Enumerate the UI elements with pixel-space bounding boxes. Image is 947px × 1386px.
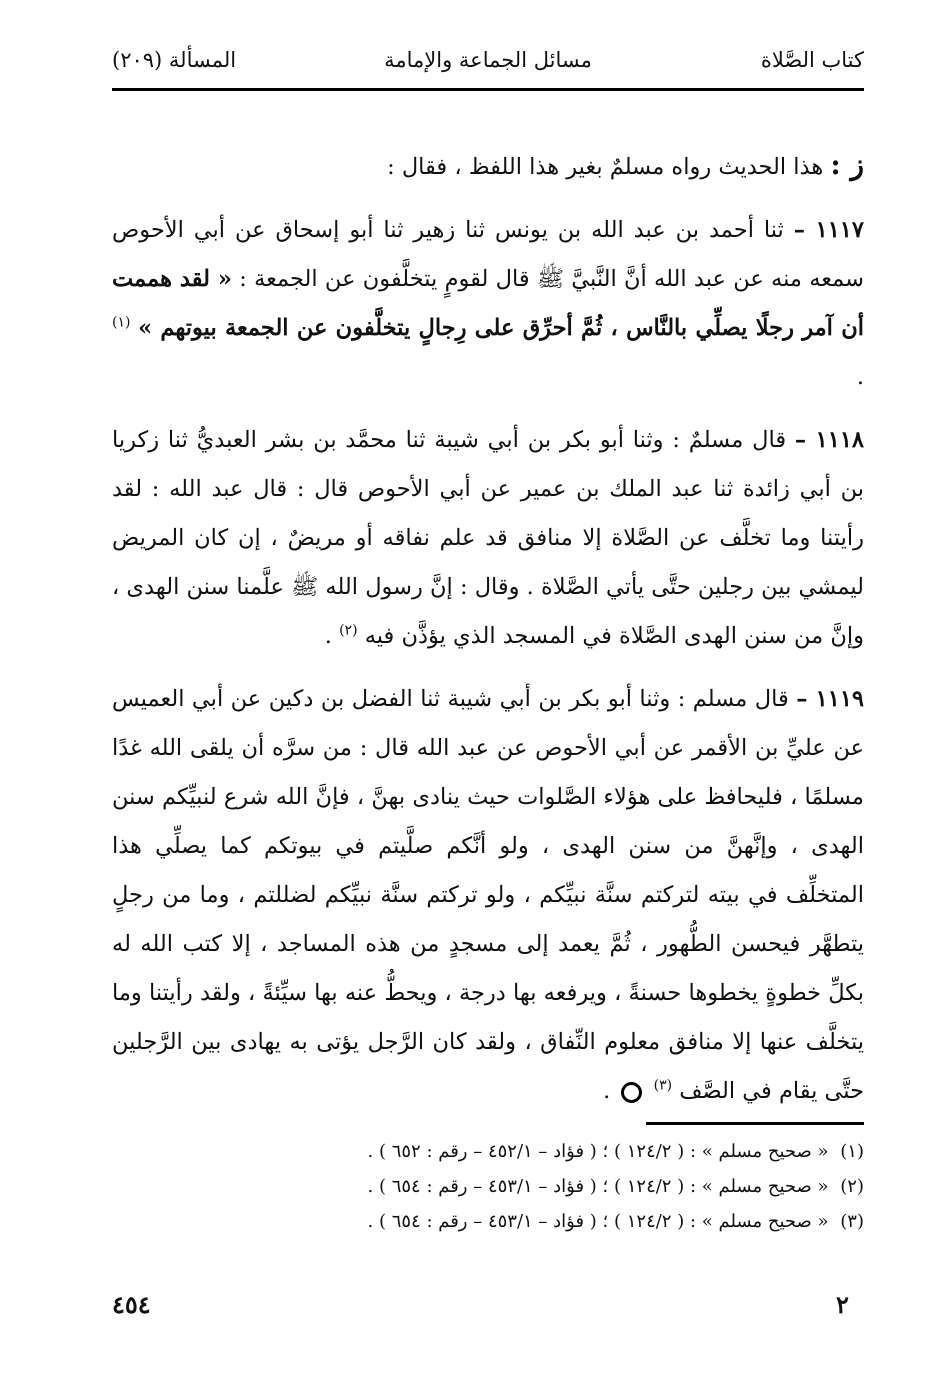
intro-text: هذا الحديث رواه مسلمٌ بغير هذا اللفظ ، فقال : (387, 154, 824, 180)
hadith-text: قال مسلم : وثنا أبو بكر بن أبي شيبة ثنا الفضل بن دكين عن أبي العميس عن عليِّ بن الأقمر عن أبي الأحوص عن عبد الله قال : من سرَّه أن يلقى الله غدًا مسلمًا ، فليحافظ على هؤلاء الصَّلوات حيث ينادى بهنَّ ، فإنَّ الله شرع لنبيِّكم سنن الهدى ، وإنَّهنَّ من سنن الهدى ، ولو أنَّكم صلَّيتم في بيوتكم كما يصلِّي هذا المتخلِّف في بيته لتركتم سنَّة نبيِّكم ، ولو تركتم سنَّة نبيِّكم لضللتم ، وما من رجلٍ يتطهَّر فيحسن الطُّهور ، ثُمَّ يعمد إلى مسجدٍ من هذه المساجد ، إلا كتب الله له بكلِّ خطوةٍ يخطوها حسنةً ، ويرفعه بها درجة ، ويحطُّ عنه بها سيِّئةً ، ولقد رأيتنا وما يتخلَّف عنها إلا منافق معلوم النِّفاق ، ولقد كان الرَّجل يؤتى به يهادى بين الرَّجلين حتَّى يقام في الصَّف (112, 686, 864, 1104)
circle-end-icon (621, 1082, 642, 1103)
hadith-number: ١١١٧ – (793, 217, 864, 243)
footnote-ref: (١) (112, 314, 131, 331)
zawaid-mark: ز : (830, 148, 864, 181)
hadith-1118 (112, 416, 864, 661)
footnote-item (112, 1134, 864, 1169)
hadith-number: ١١١٩ – (796, 686, 864, 712)
footnote-number: (١) (840, 1141, 864, 1162)
footnote-ref: (٢) (339, 622, 358, 639)
footnote-text: « صحيح مسلم » : ( ١٢٤/٢ ) ؛ ( فؤاد – ٤٥٢/١ – رقم : ٦٥٢ ) . (367, 1141, 829, 1162)
footnotes (112, 1134, 864, 1239)
main-text (112, 140, 864, 1116)
footnote-item (112, 1204, 864, 1239)
footnote-text: « صحيح مسلم » : ( ١٢٤/٢ ) ؛ ( فؤاد – ٤٥٣/١ – رقم : ٦٥٤ ) . (367, 1211, 829, 1232)
footnote-number: (٣) (840, 1211, 864, 1232)
footnote-item (112, 1169, 864, 1204)
volume-number: ٢ (836, 1290, 849, 1319)
hadith-1117 (112, 206, 864, 402)
page-number: ٤٥٤ (112, 1290, 151, 1319)
hadith-number: ١١١٨ – (794, 427, 864, 453)
hadith-text: قال مسلمٌ : وثنا أبو بكر بن أبي شيبة ثنا محمَّد بن بشر العبديُّ ثنا زكريا بن أبي زائدة ثنا عبد الملك بن عمير عن أبي الأحوص قال : قال عبد الله : لقد رأيتنا وما تخلَّف عن الصَّلاة إلا منافق قد علم نفاقه أو مريضٌ ، إن كان المريض ليمشي بين رجلين حتَّى يأتي الصَّلاة . وقال : إنَّ رسول الله ﷺ علَّمنا سنن الهدى ، وإنَّ من سنن الهدى الصَّلاة في المسجد الذي يؤذَّن فيه (112, 427, 864, 649)
period: . (603, 1078, 611, 1104)
period: . (856, 364, 864, 390)
footnote-rule (646, 1122, 864, 1125)
header-chapter-title: مسائل الجماعة والإمامة (384, 48, 592, 72)
header-rule (112, 88, 864, 91)
header-issue-number: المسألة (٢٠٩) (112, 48, 237, 72)
intro-paragraph (112, 140, 864, 192)
running-header (112, 34, 864, 86)
period: . (324, 623, 332, 649)
footnote-number: (٢) (840, 1176, 864, 1197)
footnote-ref: (٣) (653, 1077, 673, 1094)
hadith-text: ثنا أحمد بن عبد الله بن يونس ثنا زهير ثنا أبو إسحاق عن أبي الأحوص سمعه منه عن عبد الله أنَّ النَّبيَّ ﷺ قال لقومٍ يتخلَّفون عن الجمعة : (112, 217, 864, 292)
hadith-quote: « لقد هممت أن آمر رجلًا يصلِّي بالنَّاس ، ثُمَّ أحرِّق على رِجالٍ يتخلَّفون عن الجمعة بيوتهم » (112, 266, 864, 341)
footnote-text: « صحيح مسلم » : ( ١٢٤/٢ ) ؛ ( فؤاد – ٤٥٣/١ – رقم : ٦٥٤ ) . (367, 1176, 829, 1197)
hadith-1119 (112, 675, 864, 1116)
header-book-title: كتاب الصَّلاة (760, 48, 864, 72)
